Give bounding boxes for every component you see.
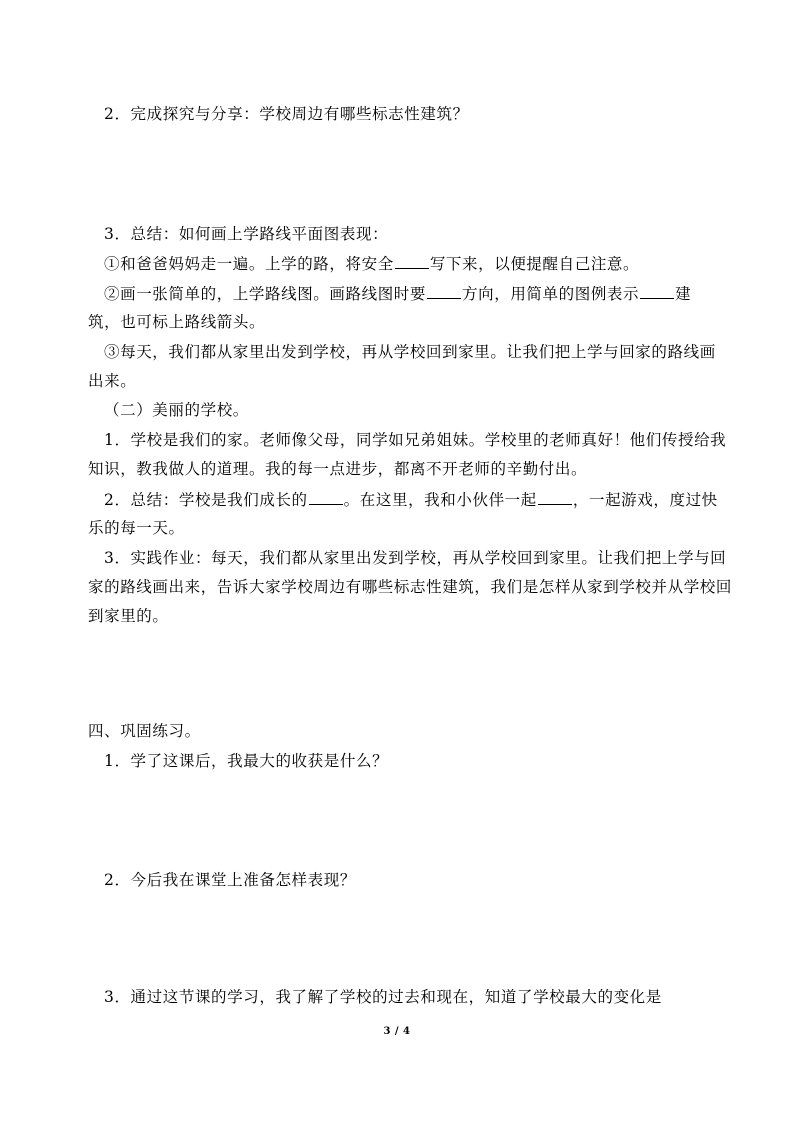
paragraph-3-line-2: 家的路线画出来，告诉大家学校周边有哪些标志性建筑，我们是怎样从家到学校并从学校回 [88, 578, 733, 596]
practice-question-1: 1．学了这课后，我最大的收获是什么？ [104, 752, 389, 770]
fill-blank[interactable] [395, 253, 429, 269]
fill-blank[interactable] [309, 489, 343, 505]
fill-blank[interactable] [538, 489, 572, 505]
paragraph-1-continuation: 知识，教我做人的道理。我的每一点进步，都离不开老师的辛勤付出。 [88, 460, 588, 478]
paragraph-3-line-3: 到家里的。 [88, 607, 169, 625]
fill-blank[interactable] [640, 283, 674, 299]
paragraph-3: 3．实践作业：每天，我们都从家里出发到学校，再从学校回到家里。让我们把上学与回 [104, 549, 727, 567]
paragraph-2-text-a: 2．总结：学校是我们成长的 [104, 491, 308, 509]
item-1-line [104, 253, 639, 274]
paragraph-2-text-b: 。在这里，我和小伙伴一起 [343, 491, 537, 509]
item-2-text-a: ②画一张简单的，上学路线图。画路线图时要 [104, 285, 427, 303]
paragraph-2-continuation: 乐的每一天。 [88, 519, 185, 537]
paragraph-2 [104, 489, 718, 510]
question-3: 3．总结：如何画上学路线平面图表现： [104, 225, 389, 243]
fill-blank[interactable] [427, 283, 461, 299]
section-heading: （二）美丽的学校。 [104, 401, 249, 419]
item-2-text-c: 建 [675, 285, 692, 303]
paragraph-1: 1．学校是我们的家。老师像父母，同学如兄弟姐妹。学校里的老师真好！他们传授给我 [104, 431, 727, 449]
item-1-text-a: ①和爸爸妈妈走一遍。上学的路，将安全 [104, 255, 394, 273]
item-2-continuation: 筑，也可标上路线箭头。 [88, 313, 266, 331]
practice-question-3: 3．通过这节课的学习，我了解了学校的过去和现在，知道了学校最大的变化是 [104, 988, 662, 1006]
question-2: 2．完成探究与分享：学校周边有哪些标志性建筑？ [104, 105, 469, 123]
item-2-text-b: 方向，用简单的图例表示 [462, 285, 640, 303]
page-number: 3 / 4 [383, 1026, 411, 1037]
item-3-continuation: 出来。 [88, 372, 137, 390]
paragraph-2-text-c: ，一起游戏，度过快 [572, 491, 718, 509]
practice-question-2: 2．今后我在课堂上准备怎样表现？ [104, 871, 356, 889]
item-3-line: ③每天，我们都从家里出发到学校，再从学校回到家里。让我们把上学与回家的路线画 [104, 343, 716, 361]
part-4-heading: 四、巩固练习。 [88, 722, 201, 740]
item-2-line [104, 283, 691, 304]
item-1-text-b: 写下来，以便提醒自己注意。 [429, 255, 640, 273]
